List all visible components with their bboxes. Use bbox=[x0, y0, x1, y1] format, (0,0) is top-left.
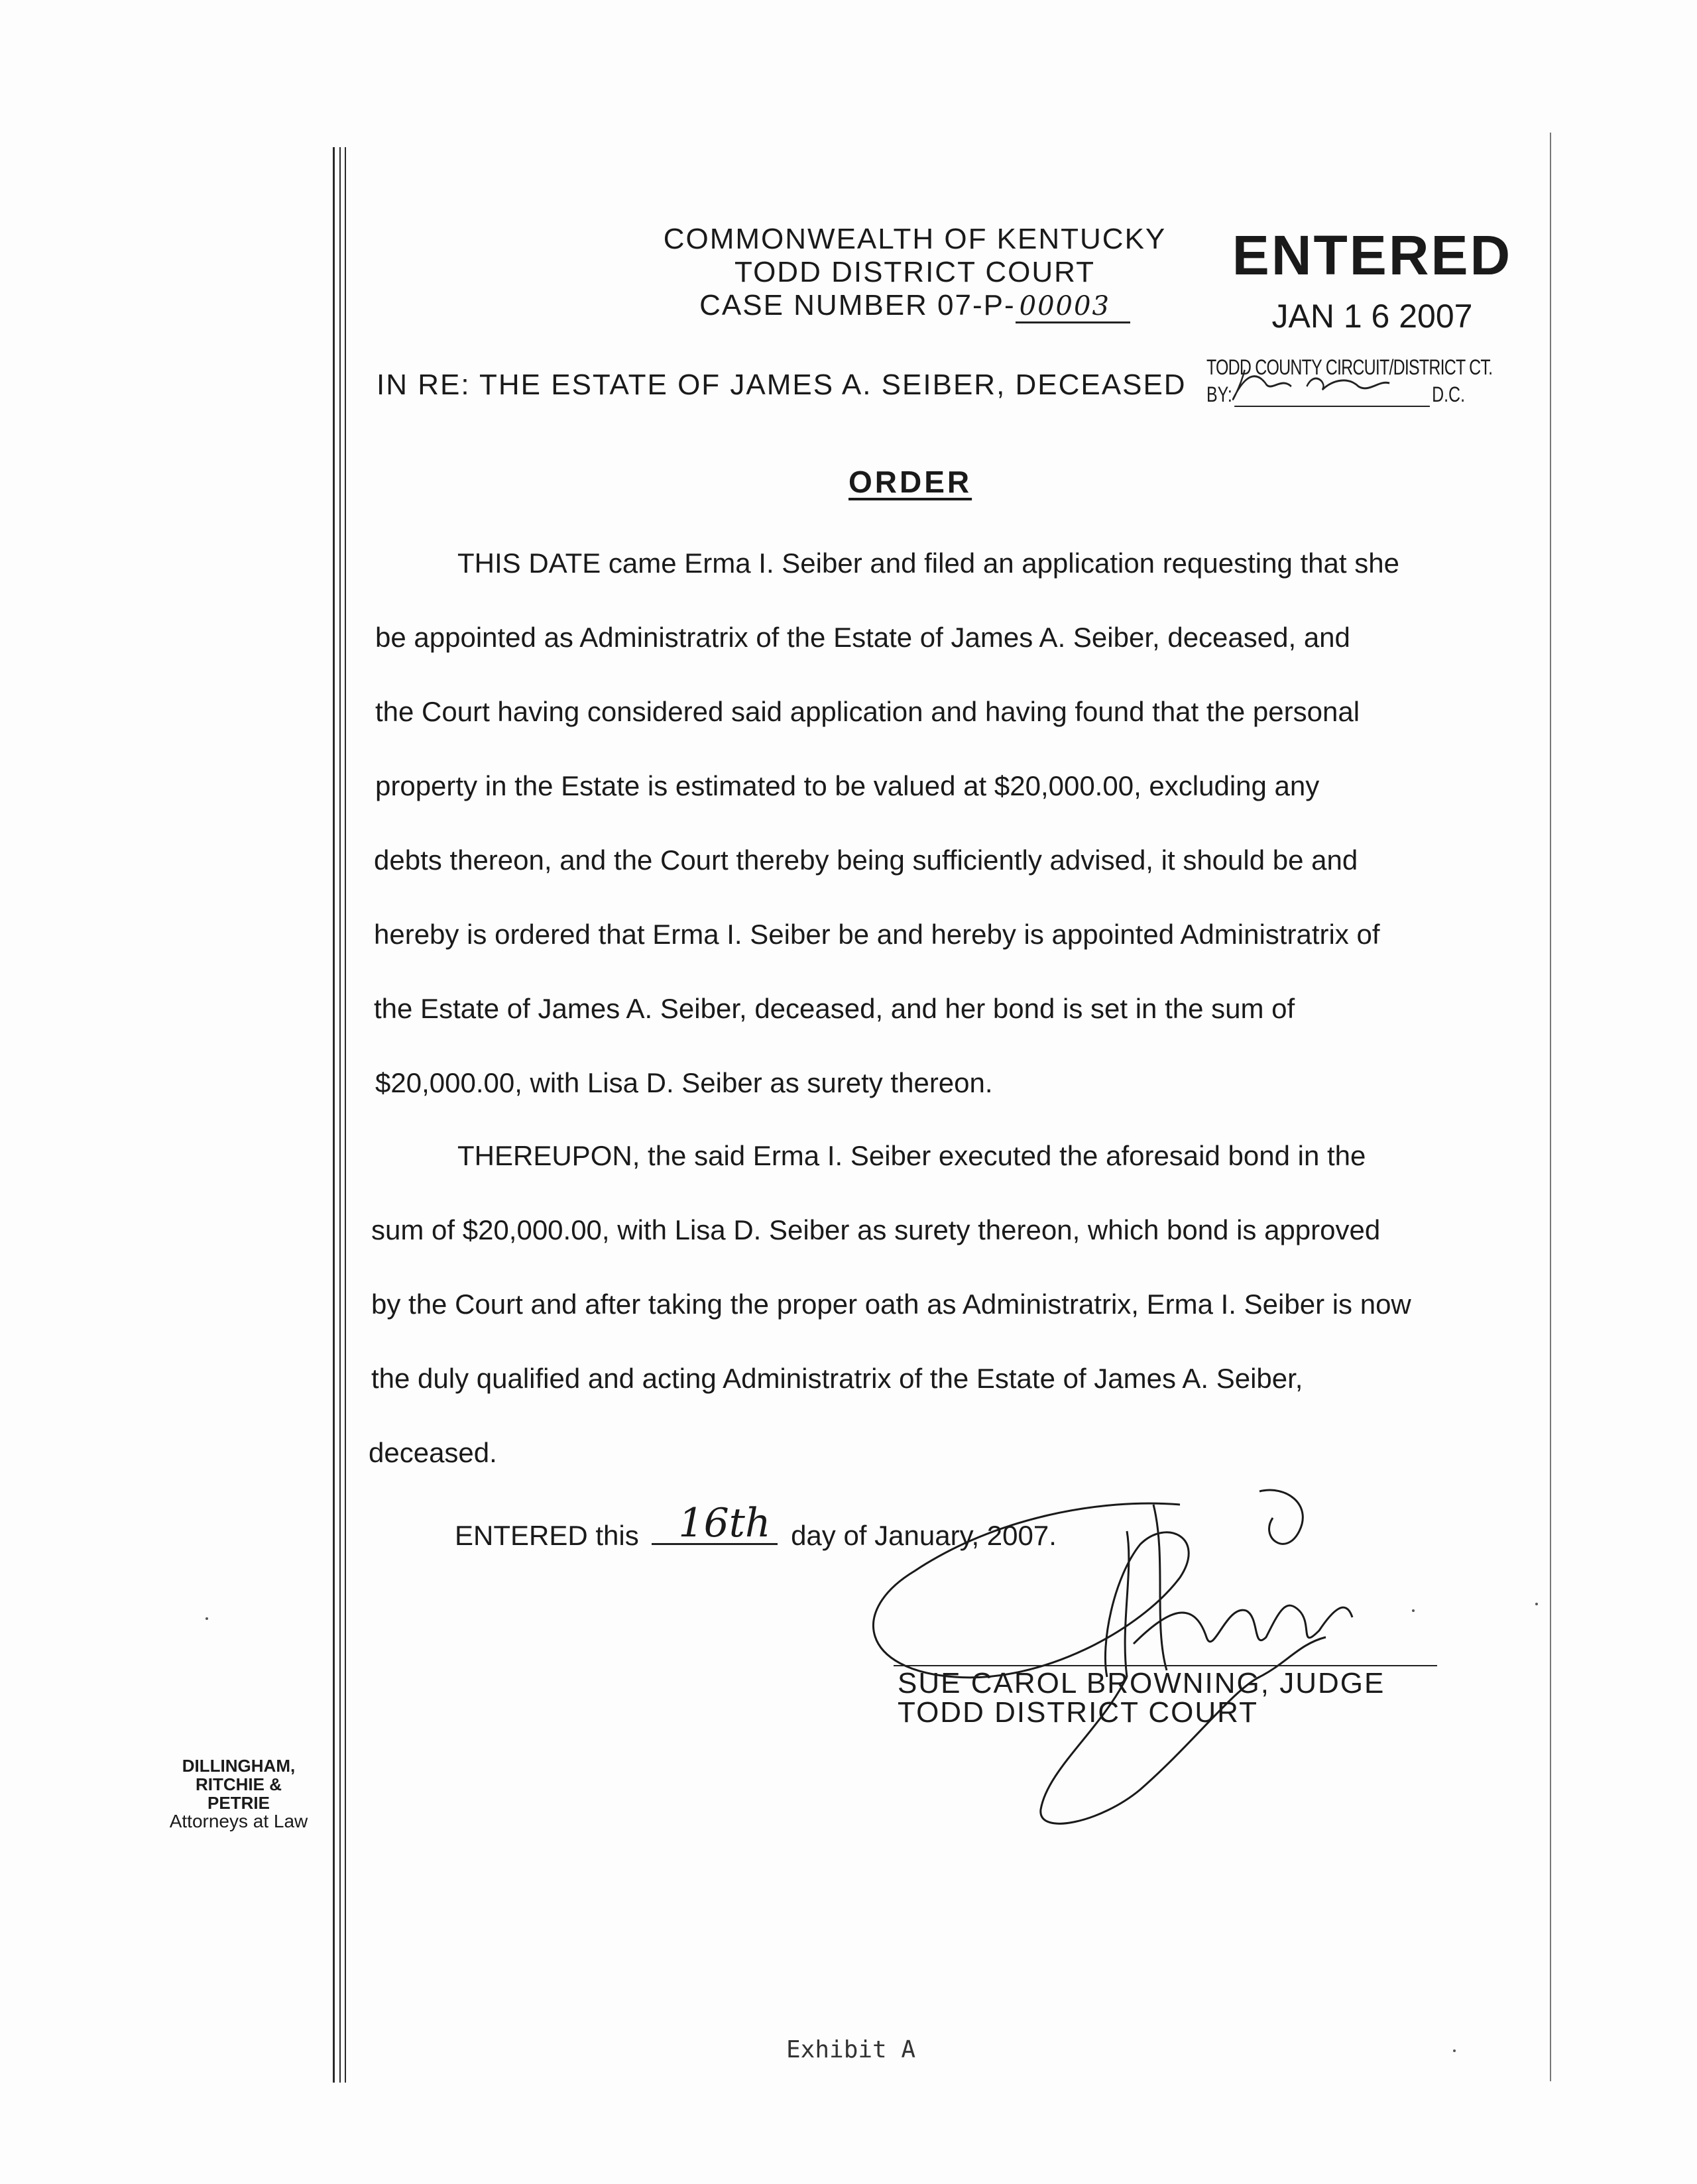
order-title: ORDER bbox=[848, 465, 972, 499]
body-line: $20,000.00, with Lisa D. Seiber as surety thereon. bbox=[375, 1067, 993, 1098]
entered-suffix: day of January, 2007. bbox=[791, 1520, 1057, 1551]
margin-rule-left bbox=[345, 147, 346, 2083]
stamp-court: TODD COUNTY CIRCUIT/DISTRICT CT. bbox=[1206, 355, 1493, 379]
day-blank bbox=[652, 1500, 778, 1546]
entered-prefix: ENTERED this bbox=[455, 1520, 639, 1551]
body-line: the Court having considered said application and having found that the personal bbox=[375, 696, 1360, 727]
firm-line: RITCHIE & bbox=[196, 1774, 282, 1794]
stamp-by-line bbox=[1206, 382, 1465, 407]
margin-rule-left bbox=[333, 147, 335, 2083]
case-number-handwritten: 00003 bbox=[1016, 291, 1130, 323]
stamp-title: ENTERED bbox=[1232, 224, 1513, 286]
body-line: hereby is ordered that Erma I. Seiber be and hereby is appointed Administratrix of bbox=[374, 919, 1380, 950]
margin-rule-right bbox=[1550, 133, 1551, 2081]
body-line: THEREUPON, the said Erma I. Seiber executed the aforesaid bond in the bbox=[457, 1140, 1366, 1171]
header-commonwealth: COMMONWEALTH OF KENTUCKY bbox=[663, 223, 1167, 255]
scan-speck bbox=[1453, 2049, 1456, 2052]
body-line: the duly qualified and acting Administratrix of the Estate of James A. Seiber, bbox=[371, 1363, 1303, 1394]
exhibit-label: Exhibit A bbox=[786, 2036, 916, 2063]
judge-block bbox=[898, 1669, 1385, 1727]
case-number-label: CASE NUMBER 07-P- bbox=[699, 289, 1016, 321]
firm-line: PETRIE bbox=[207, 1793, 270, 1813]
judge-signature bbox=[822, 1478, 1419, 1849]
scan-speck bbox=[1412, 1609, 1415, 1612]
clerk-signature bbox=[1234, 383, 1430, 407]
header-case-number bbox=[583, 289, 1246, 323]
scan-speck bbox=[1535, 1603, 1538, 1605]
stamp-date: JAN 1 6 2007 bbox=[1271, 298, 1473, 335]
entered-stamp bbox=[1206, 225, 1538, 407]
margin-rule-left bbox=[339, 147, 341, 2083]
stamp-dc-label: D.C. bbox=[1432, 382, 1465, 406]
clerk-signature-scribble bbox=[1224, 357, 1441, 410]
header-court: TODD DISTRICT COURT bbox=[734, 256, 1096, 288]
day-handwritten: 16th bbox=[678, 1500, 771, 1546]
firm-tagline: Attorneys at Law bbox=[169, 1811, 308, 1831]
scan-speck bbox=[205, 1617, 208, 1620]
body-line: by the Court and after taking the proper oath as Administratrix, Erma I. Seiber is now bbox=[371, 1289, 1411, 1320]
in-re-caption: IN RE: THE ESTATE OF JAMES A. SEIBER, DECEASED bbox=[377, 369, 1187, 401]
firm-line: DILLINGHAM, bbox=[182, 1756, 296, 1776]
body-line: sum of $20,000.00, with Lisa D. Seiber as surety thereon, which bond is approved bbox=[371, 1214, 1381, 1245]
body-line: be appointed as Administratrix of the Estate of James A. Seiber, deceased, and bbox=[375, 622, 1350, 653]
body-line: debts thereon, and the Court thereby being sufficiently advised, it should be and bbox=[374, 844, 1358, 876]
body-line: deceased. bbox=[369, 1437, 497, 1468]
body-line: THIS DATE came Erma I. Seiber and filed an application requesting that she bbox=[457, 547, 1399, 579]
judge-name: SUE CAROL BROWNING, JUDGE bbox=[898, 1667, 1385, 1699]
signature-line bbox=[894, 1665, 1437, 1666]
body-line: property in the Estate is estimated to be valued at $20,000.00, excluding any bbox=[375, 770, 1320, 801]
court-header bbox=[583, 223, 1246, 323]
judge-court: TODD DISTRICT COURT bbox=[898, 1696, 1259, 1729]
law-firm-margin bbox=[152, 1756, 325, 1831]
body-line: the Estate of James A. Seiber, deceased, and her bond is set in the sum of bbox=[374, 993, 1295, 1024]
stamp-by-label: BY: bbox=[1206, 382, 1232, 406]
